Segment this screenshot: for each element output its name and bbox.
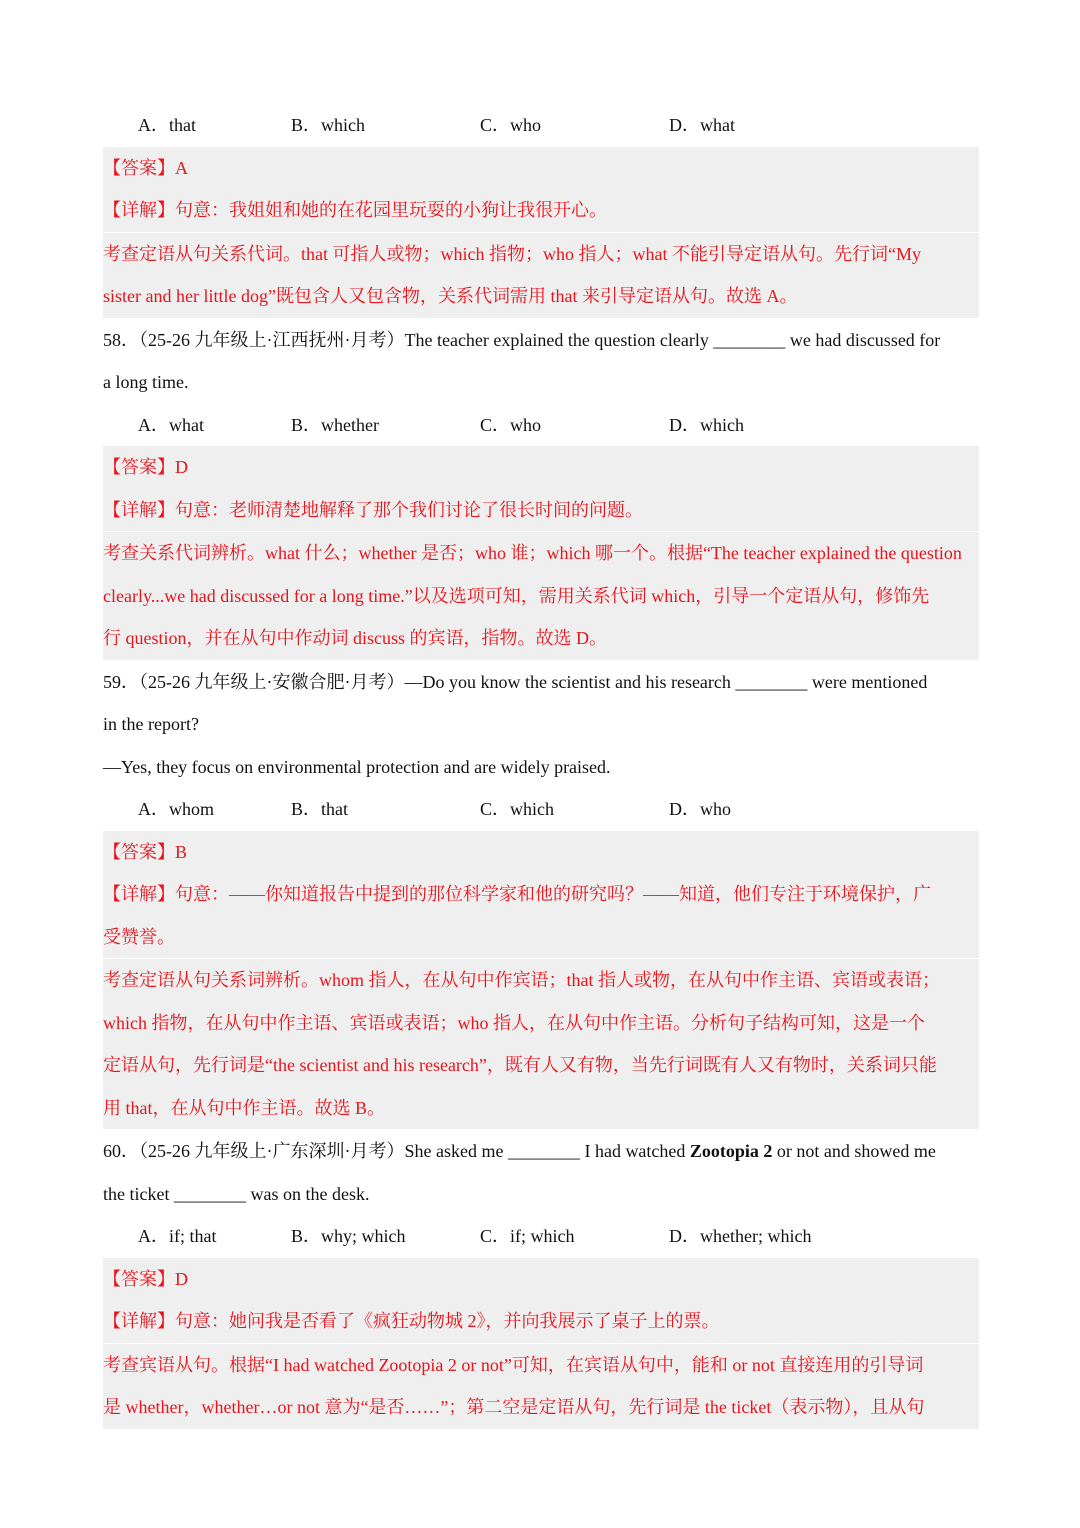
q58-detail: 【详解】句意：老师清楚地解释了那个我们讨论了很长时间的问题。 bbox=[103, 499, 643, 520]
q58-stem-line: a long time. bbox=[103, 372, 189, 392]
q57-detail: 【详解】句意：我姐姐和她的在花园里玩耍的小狗让我很开心。 bbox=[103, 200, 607, 220]
q60-stem-line: the ticket ________ was on the desk. bbox=[103, 1183, 370, 1204]
q60-answer: 【答案】D bbox=[103, 1268, 188, 1289]
q60-options bbox=[103, 1215, 979, 1258]
q57-answer: 【答案】A bbox=[103, 157, 188, 178]
q60-explanation-line: 是 whether，whether…or not 意为“是否……”；第二空是定语从句，先行词是 the ticket（表示物），且从句 bbox=[103, 1397, 925, 1417]
q59-explanation-block bbox=[103, 959, 979, 1130]
q60-answer-block bbox=[103, 1258, 979, 1344]
q59-options bbox=[103, 788, 979, 831]
q58-explanation-line: 考查关系代词辨析。what 什么；whether 是否；who 谁；which 哪一个。根据“The teacher explained the question bbox=[103, 543, 962, 563]
q57-explanation-block bbox=[103, 233, 979, 319]
q59-stem-line: —Yes, they focus on environmental protection and are widely praised. bbox=[103, 756, 611, 777]
q59-detail-line: 【详解】句意：——你知道报告中提到的那位科学家和他的研究吗？——知道，他们专注于环境保护，广 bbox=[103, 884, 931, 904]
q59-explanation-line: 考查定语从句关系词辨析。whom 指人，在从句中作宾语；that 指人或物，在从句中作主语、宾语或表语； bbox=[103, 970, 940, 990]
q58-option-b: B．whether bbox=[291, 414, 379, 435]
q58-options bbox=[103, 404, 979, 447]
q59-detail-line: 受赞誉。 bbox=[103, 926, 175, 947]
q59-stem-line: 59．（25-26 九年级上·安徽合肥·月考）—Do you know the scientist and his research ________ were mentioned bbox=[103, 671, 928, 692]
q58-answer: 【答案】D bbox=[103, 457, 188, 477]
q59-explanation-line: 定语从句，先行词是“the scientist and his research”，既有人又有物，当先行词既有人又有物时，关系词只能 bbox=[103, 1055, 937, 1075]
q60-explanation-block bbox=[103, 1344, 979, 1430]
q58-option-d: D．which bbox=[669, 414, 744, 435]
q60-stem-part: 60．（25-26 九年级上·广东深圳·月考）She asked me ________ I had watched bbox=[103, 1141, 686, 1161]
q58-explanation-line: 行 question，并在从句中作动词 discuss 的宾语，指物。故选 D。 bbox=[103, 628, 607, 648]
q57-explanation-line: sister and her little dog”既包含人又包含物，关系代词需用 that 来引导定语从句。故选 A。 bbox=[103, 286, 798, 306]
q58-explanation-block bbox=[103, 532, 979, 661]
q57-option-a: A．that bbox=[138, 115, 196, 135]
q60-option-c: C．if; which bbox=[480, 1226, 575, 1246]
q60-explanation-line: 考查宾语从句。根据“I had watched Zootopia 2 or not”可知，在宾语从句中，能和 or not 直接连用的引导词 bbox=[103, 1354, 924, 1375]
q60-option-b: B．why; which bbox=[291, 1226, 406, 1246]
q58-stem-line: 58．（25-26 九年级上·江西抚州·月考）The teacher explained the question clearly ________ we had discussed for bbox=[103, 329, 941, 350]
q60-stem-line bbox=[103, 1130, 979, 1173]
q60-stem-part: or not and showed me bbox=[776, 1141, 936, 1161]
q59-stem-line: in the report? bbox=[103, 714, 199, 734]
q58-answer-block bbox=[103, 446, 979, 532]
q59-option-d: D．who bbox=[669, 799, 731, 819]
q59-explanation-line: which 指物，在从句中作主语、宾语或表语；who 指人，在从句中作主语。分析句子结构可知，这是一个 bbox=[103, 1012, 925, 1033]
q60-option-d: D．whether; which bbox=[669, 1226, 812, 1246]
q57-option-c: C．who bbox=[480, 115, 542, 135]
q57-explanation-line: 考查定语从句关系代词。that 可指人或物；which 指物；who 指人；what 不能引导定语从句。先行词“My bbox=[103, 243, 921, 264]
q57-option-d: D．what bbox=[669, 115, 735, 135]
q60-option-a: A．if; that bbox=[138, 1226, 217, 1246]
q60-detail: 【详解】句意：她问我是否看了《疯狂动物城 2》，并向我展示了桌子上的票。 bbox=[103, 1311, 720, 1331]
q59-option-c: C．which bbox=[480, 799, 554, 819]
q57-answer-block bbox=[103, 147, 979, 233]
q57-options bbox=[103, 104, 979, 147]
q60-stem-title: Zootopia 2 bbox=[689, 1141, 773, 1161]
q58-option-c: C．who bbox=[480, 414, 542, 435]
q58-explanation-line: clearly...we had discussed for a long time.”以及选项可知，需用关系代词 which，引导一个定语从句，修饰先 bbox=[103, 585, 930, 606]
document-page bbox=[103, 104, 979, 1430]
q59-answer: 【答案】B bbox=[103, 841, 188, 862]
q59-explanation-line: 用 that，在从句中作主语。故选 B。 bbox=[103, 1097, 385, 1118]
q58-option-a: A．what bbox=[138, 414, 204, 435]
q59-option-b: B．that bbox=[291, 799, 348, 819]
q59-answer-block bbox=[103, 831, 979, 960]
q59-option-a: A．whom bbox=[138, 799, 214, 819]
q57-option-b: B．which bbox=[291, 115, 365, 135]
